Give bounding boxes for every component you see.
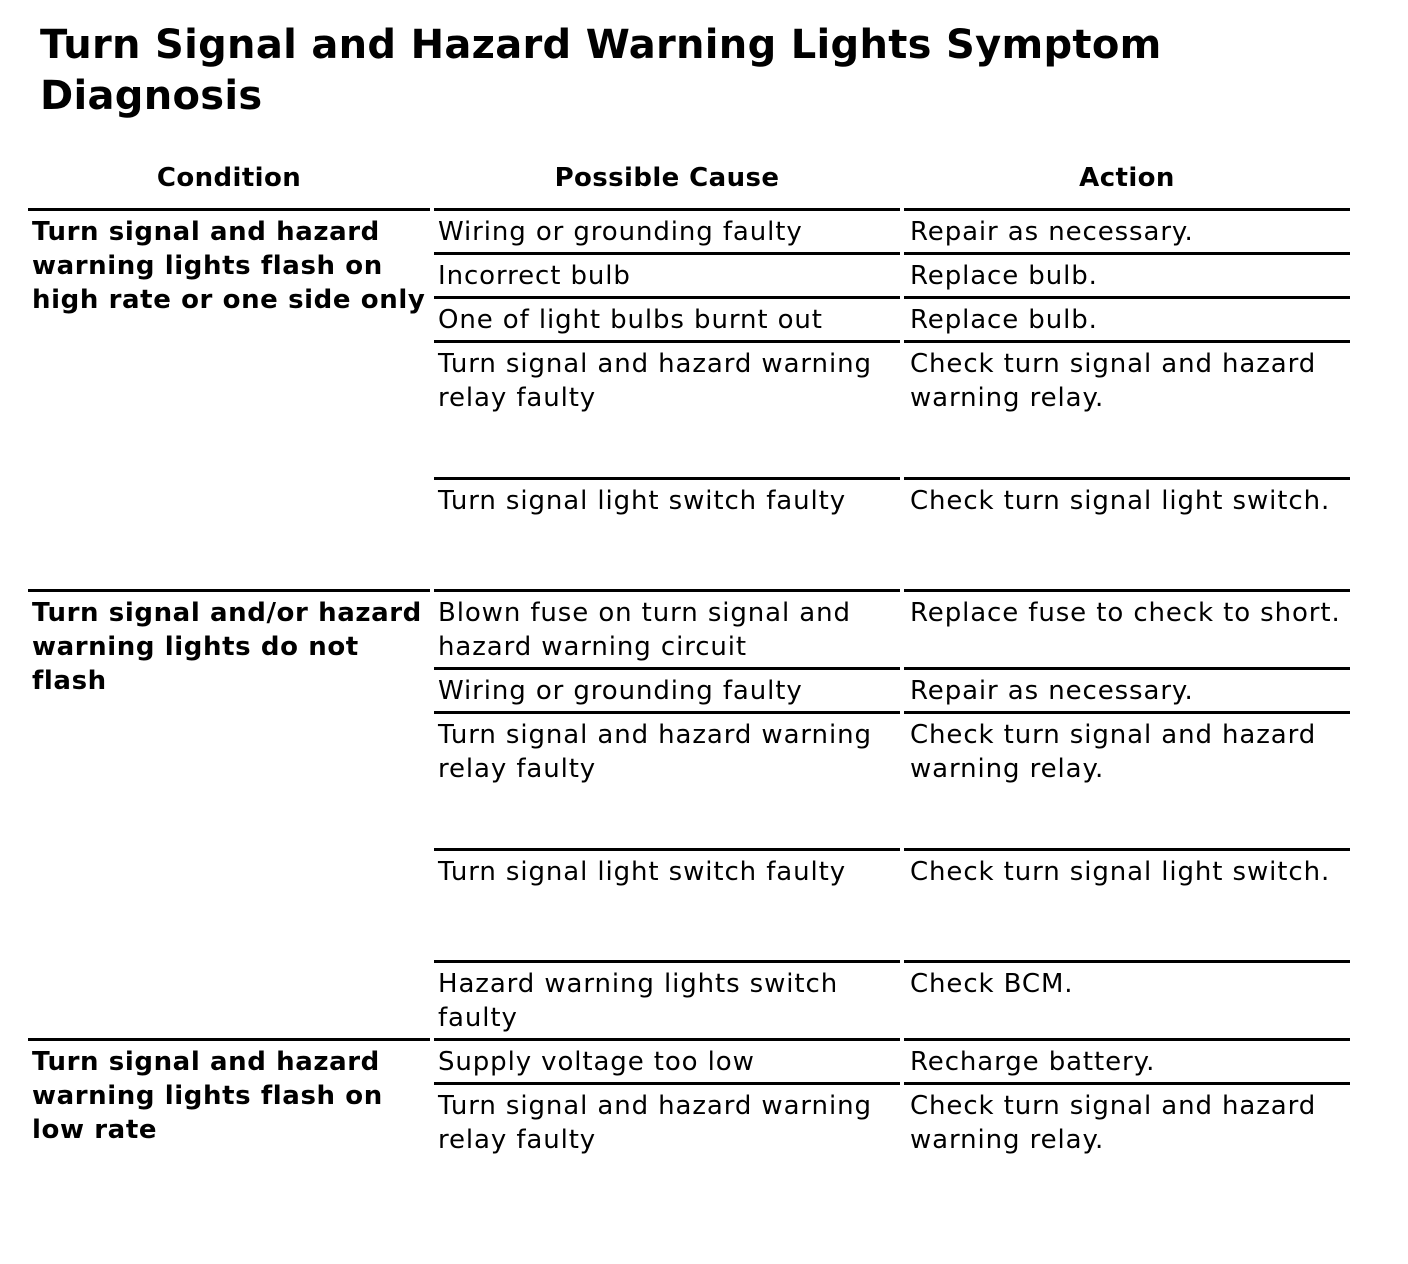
row-divider: [434, 252, 900, 255]
cause-cell: One of light bulbs burnt out: [438, 305, 823, 335]
action-cell: Check turn signal and hazard warning relay.: [910, 720, 1317, 784]
row-divider: [904, 589, 1350, 592]
row-divider: [904, 208, 1350, 211]
row-divider: [434, 667, 900, 670]
cause-cell: Hazard warning lights switch faulty: [438, 969, 839, 1033]
cause-cell: Wiring or grounding faulty: [438, 217, 803, 247]
row-divider: [904, 960, 1350, 963]
condition-cell: Turn signal and hazard warning lights flash on low rate: [32, 1047, 383, 1145]
page-title: Turn Signal and Hazard Warning Lights Symptom Diagnosis: [40, 22, 1162, 119]
action-cell: Repair as necessary.: [910, 217, 1194, 247]
action-cell: Check turn signal light switch.: [910, 857, 1331, 887]
row-divider: [904, 252, 1350, 255]
row-divider: [904, 1038, 1350, 1041]
cause-cell: Wiring or grounding faulty: [438, 676, 803, 706]
cause-cell: Turn signal and hazard warning relay faulty: [438, 349, 872, 413]
row-divider: [434, 296, 900, 299]
condition-cell: Turn signal and hazard warning lights flash on high rate or one side only: [32, 217, 426, 315]
row-divider: [904, 711, 1350, 714]
row-divider: [434, 340, 900, 343]
row-divider: [904, 296, 1350, 299]
action-cell: Check turn signal and hazard warning relay.: [910, 1091, 1317, 1155]
condition-divider: [28, 589, 430, 592]
row-divider: [434, 960, 900, 963]
row-divider: [434, 208, 900, 211]
row-divider: [434, 848, 900, 851]
condition-divider: [28, 208, 430, 211]
row-divider: [904, 1082, 1350, 1085]
row-divider: [904, 477, 1350, 480]
action-cell: Check turn signal light switch.: [910, 486, 1331, 516]
row-divider: [904, 340, 1350, 343]
action-cell: Check BCM.: [910, 969, 1074, 999]
row-divider: [434, 1082, 900, 1085]
row-divider: [904, 667, 1350, 670]
cause-cell: Turn signal and hazard warning relay faulty: [438, 720, 872, 784]
cause-cell: Supply voltage too low: [438, 1047, 755, 1077]
row-divider: [434, 477, 900, 480]
condition-cell: Turn signal and/or hazard warning lights do not flash: [32, 598, 422, 696]
cause-cell: Incorrect bulb: [438, 261, 631, 291]
row-divider: [434, 711, 900, 714]
row-divider: [434, 589, 900, 592]
action-cell: Replace fuse to check to short.: [910, 598, 1341, 628]
header-action: Action: [1079, 163, 1175, 193]
row-divider: [434, 1038, 900, 1041]
action-cell: Repair as necessary.: [910, 676, 1194, 706]
header-possible-cause: Possible Cause: [554, 163, 780, 193]
header-condition: Condition: [156, 163, 302, 193]
condition-divider: [28, 1038, 430, 1041]
cause-cell: Turn signal and hazard warning relay faulty: [438, 1091, 872, 1155]
cause-cell: Turn signal light switch faulty: [438, 857, 846, 887]
action-cell: Check turn signal and hazard warning relay.: [910, 349, 1317, 413]
row-divider: [904, 848, 1350, 851]
cause-cell: Blown fuse on turn signal and hazard warning circuit: [438, 598, 851, 662]
action-cell: Recharge battery.: [910, 1047, 1156, 1077]
action-cell: Replace bulb.: [910, 261, 1098, 291]
action-cell: Replace bulb.: [910, 305, 1098, 335]
cause-cell: Turn signal light switch faulty: [438, 486, 846, 516]
